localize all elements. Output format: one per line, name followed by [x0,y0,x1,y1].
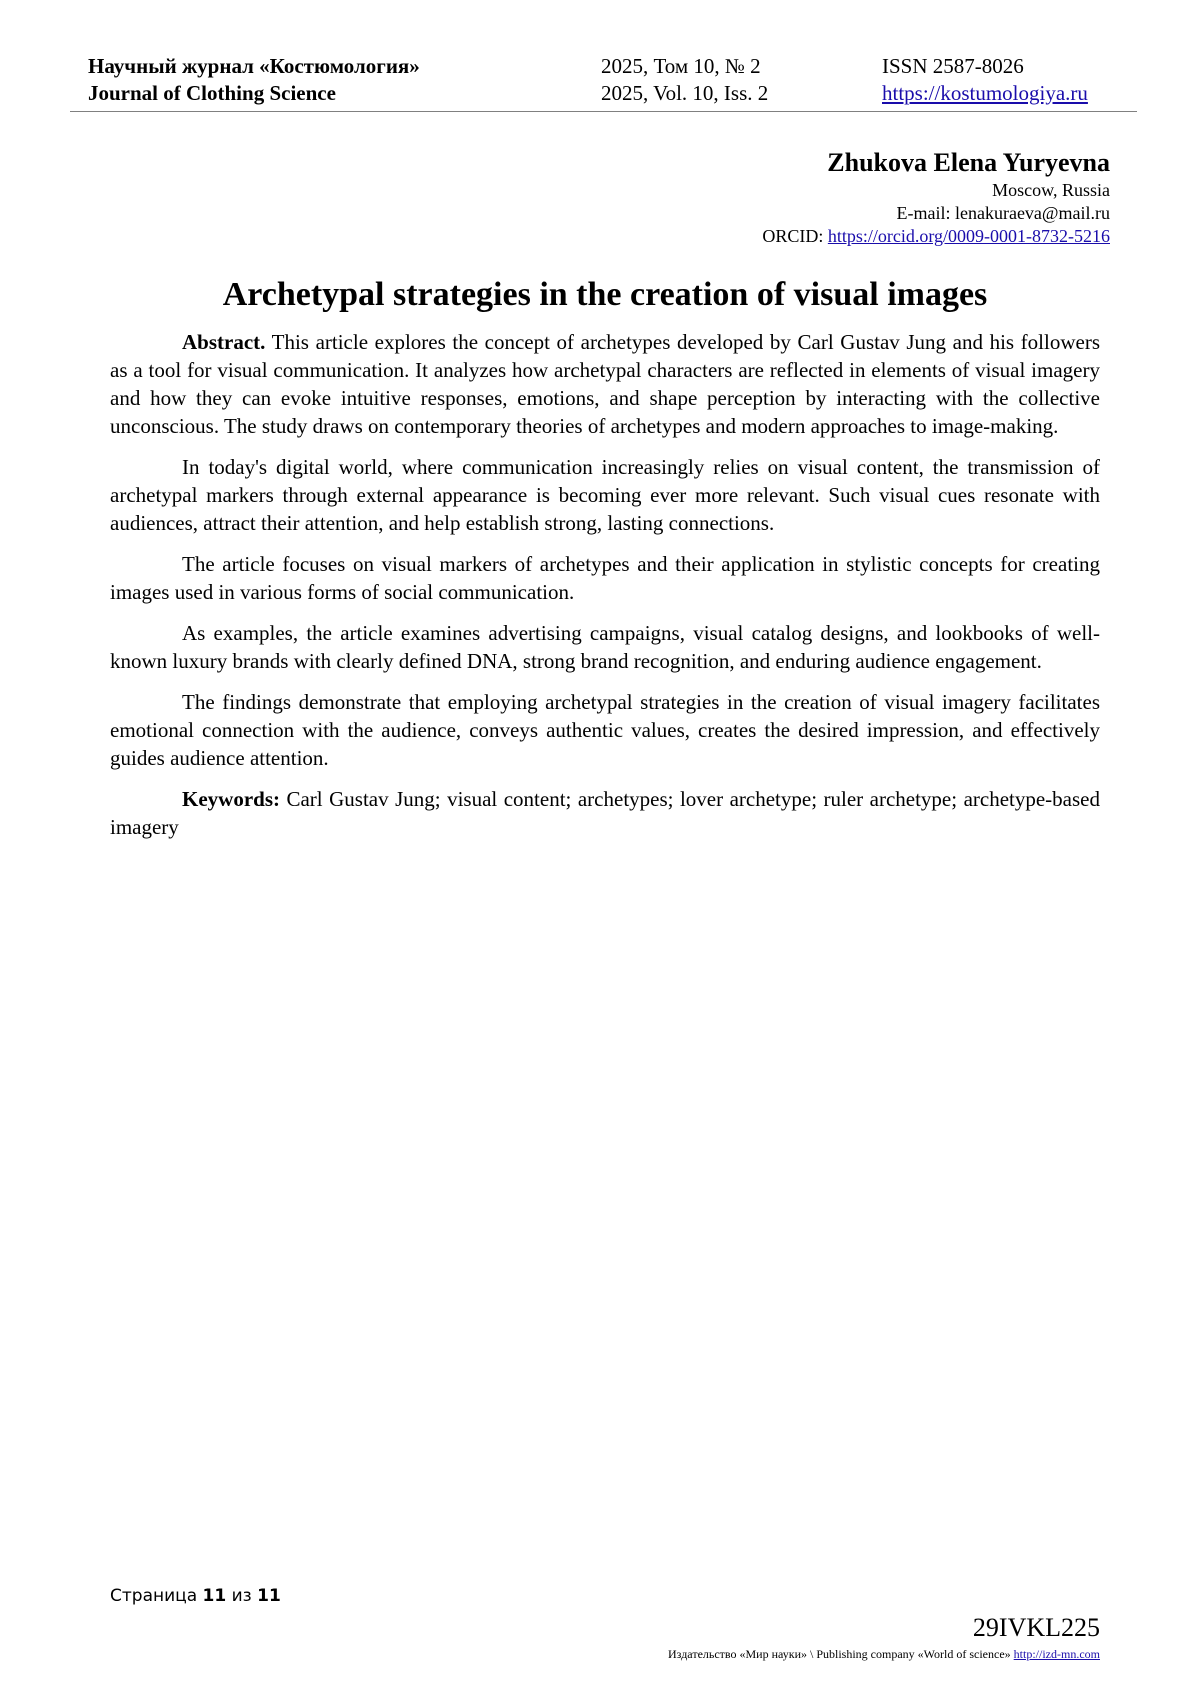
journal-name-en: Journal of Clothing Science [88,81,336,105]
publisher-line: Издательство «Мир науки» \ Publishing company «World of science» http://izd-mn.com [668,1647,1100,1661]
author-block [762,147,1110,248]
header-divider [70,111,1137,112]
orcid-label: ORCID: [762,226,828,246]
abstract-paragraph: The findings demonstrate that employing archetypal strategies in the creation of visual imagery facilitates emotional connection with the audience, conveys authentic values, creates the desired impression, and effectively guides audience attention. [110,690,1100,770]
journal-name-ru: Научный журнал «Костюмология» [88,54,420,78]
author-orcid [762,225,1110,248]
abstract-label: Abstract. [182,330,266,354]
article-title: Archetypal strategies in the creation of visual images [222,276,988,313]
abstract-paragraph: The article focuses on visual markers of archetypes and their application in stylistic concepts for creating images used in various forms of social communication. [110,552,1100,604]
issn: ISSN 2587-8026 [882,54,1024,78]
issue-info [601,53,768,107]
journal-name [88,53,420,107]
journal-site-link[interactable]: https://kostumologiya.ru [882,81,1088,105]
abstract-paragraph: Abstract. This article explores the concept of archetypes developed by Carl Gustav Jung and his followers as a tool for visual communication. It analyzes how archetypal characters are reflected in elements of visual imagery and how they can evoke intuitive responses, emotions, and shape perception by interacting with the collective unconscious. The study draws on contemporary theories of archetypes and modern approaches to image-making. [110,330,1100,438]
orcid-link[interactable]: https://orcid.org/0009-0001-8732-5216 [827,226,1110,246]
author-location: Moscow, Russia [992,180,1110,200]
publisher-link[interactable]: http://izd-mn.com [1013,1647,1100,1661]
keywords: Keywords: Carl Gustav Jung; visual content; archetypes; lover archetype; ruler archetype; archetype-based imagery [110,787,1100,839]
issue-ru: 2025, Том 10, № 2 [601,54,761,78]
author-email: E-mail: lenakuraeva@mail.ru [896,203,1110,223]
abstract-body [110,328,1100,854]
author-name: Zhukova Elena Yuryevna [827,148,1110,177]
abstract-paragraph: In today's digital world, where communication increasingly relies on visual content, the transmission of archetypal markers through external appearance is becoming ever more relevant. Such visual cues resonate with audiences, attract their attention, and help establish strong, lasting connections. [110,455,1100,535]
article-code: 29IVKL225 [972,1613,1100,1642]
abstract-paragraph: As examples, the article examines advertising campaigns, visual catalog designs, and lookbooks of well-known luxury brands with clearly defined DNA, strong brand recognition, and enduring audience engagement. [110,621,1100,673]
page-number: Страница 11 из 11 [110,1586,281,1606]
issn-info [882,53,1088,107]
issue-en: 2025, Vol. 10, Iss. 2 [601,81,769,105]
keywords-label: Keywords: [182,787,280,811]
